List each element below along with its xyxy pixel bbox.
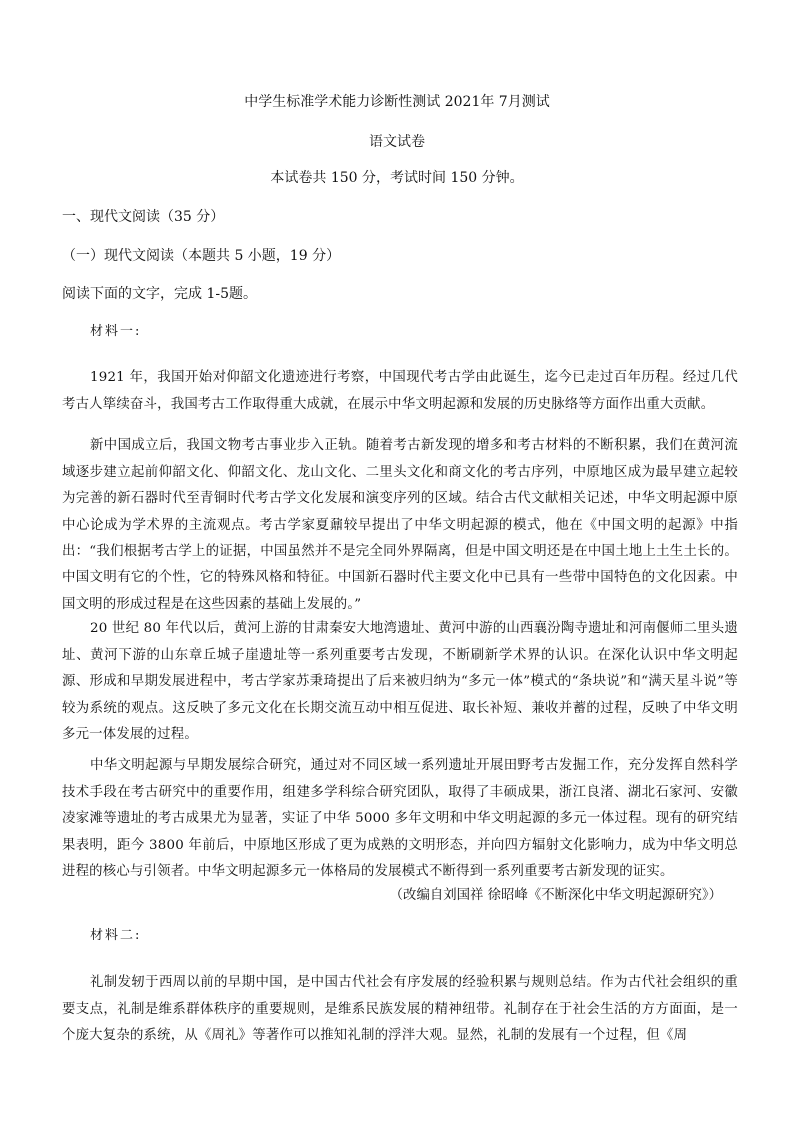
exam-title: 中学生标准学术能力诊断性测试 2021年 7月测试 <box>244 94 550 110</box>
material-one-paragraph-3: 20 世纪 80 年代以后，黄河上游的甘肃秦安大地湾遗址、黄河中游的山西襄汾陶寺遗址和河南偃师二里头遗址、黄河下游的山东章丘城子崖遗址等一系列重要考古发现，不断刷新学术界的认识。在深化认识中华文明起源、形成和早期发展进程中，考古学家苏秉琦提出了后来被归纳为“多元一体”模式的“条块说”和“满天星斗说”等较为系统的观点。这反映了多元文化在长期交流互动中相互促进、取长补短、兼收并蓄的过程，反映了中华文明多元一体发展的过程。 <box>62 621 738 743</box>
material-one-label: 材料一: <box>90 324 142 339</box>
material-one-paragraph-1: 1921 年，我国开始对仰韶文化遗迹进行考察，中国现代考古学由此诞生，迄今已走过百年历程。经过几代考古人筚续奋斗，我国考古工作取得重大成就，在展示中华文明起源和发展的历史脉络等方面作出重大贡献。 <box>62 370 738 412</box>
part-heading: 一、现代文阅读（35 分） <box>62 209 225 225</box>
subject-title: 语文试卷 <box>369 134 425 150</box>
material-two-paragraph-1: 礼制发轫于西周以前的早期中国，是中国古代社会有序发展的经验积累与规则总结。作为古代社会组织的重要支点，礼制是维系群体秩序的重要规则，是维系民族发展的精神纽带。礼制存在于社会生活的方方面面，是一个庞大复杂的系统，从《周礼》等著作可以推知礼制的浮泮大观。显然，礼制的发展有一个过程，但《周 <box>62 975 738 1044</box>
material-two-label: 材料二: <box>90 928 142 943</box>
material-one-paragraph-2: 新中国成立后，我国文物考古事业步入正轨。随着考古新发现的增多和考古材料的不断积累，我们在黄河流域逐步建立起前仰韶文化、仰韶文化、龙山文化、二里头文化和商文化的考古序列，中原地区成为最早建立起较为完善的新石器时代至青铜时代考古学文化发展和演变序列的区域。结合古代文献相关记述，中华文明起源中原中心论成为学术界的主流观点。考古学家夏鼐较早提出了中华文明起源的模式，他在《中国文明的起源》中指出：“我们根据考古学上的证据，中国虽然并不是完全同外界隔离，但是中国文明还是在中国土地上土生土长的。中国文明有它的个性，它的特殊风格和特征。中国新石器时代主要文化中已具有一些带中国特色的文化因素。中国文明的形成过程是在这些因素的基础上发展的。” <box>62 438 738 612</box>
material-one-paragraph-4: 中华文明起源与早期发展综合研究，通过对不同区域一系列遗址开展田野考古发掘工作，充分发挥自然科学技术手段在考古研究中的重要作用，组建多学科综合研究团队，取得了丰硕成果，浙江良渚、湖北石家河、安徽凌家滩等遗址的考古成果尤为显著，实证了中华 5000 多年文明和中华文明起源的多元一体过程。现有的研究结果表明，距今 3800 年前后，中原地区形成了更为成熟的文明形态，并向四方辐射文化影响力，成为中华文明总进程的核心与引领者。中华文明起源多元一体格局的发展模式不断得到一系列重要考古新发现的证实。 <box>62 758 738 880</box>
subpart-heading: （一）现代文阅读（本题共 5 小题，19 分） <box>62 248 341 264</box>
material-one-source: （改编自刘国祥 徐昭峰《不断深化中华文明起源研究》） <box>389 888 722 903</box>
exam-info: 本试卷共 150 分，考试时间 150 分钟。 <box>270 170 524 186</box>
reading-instruction: 阅读下面的文字，完成 1-5题。 <box>62 286 257 302</box>
